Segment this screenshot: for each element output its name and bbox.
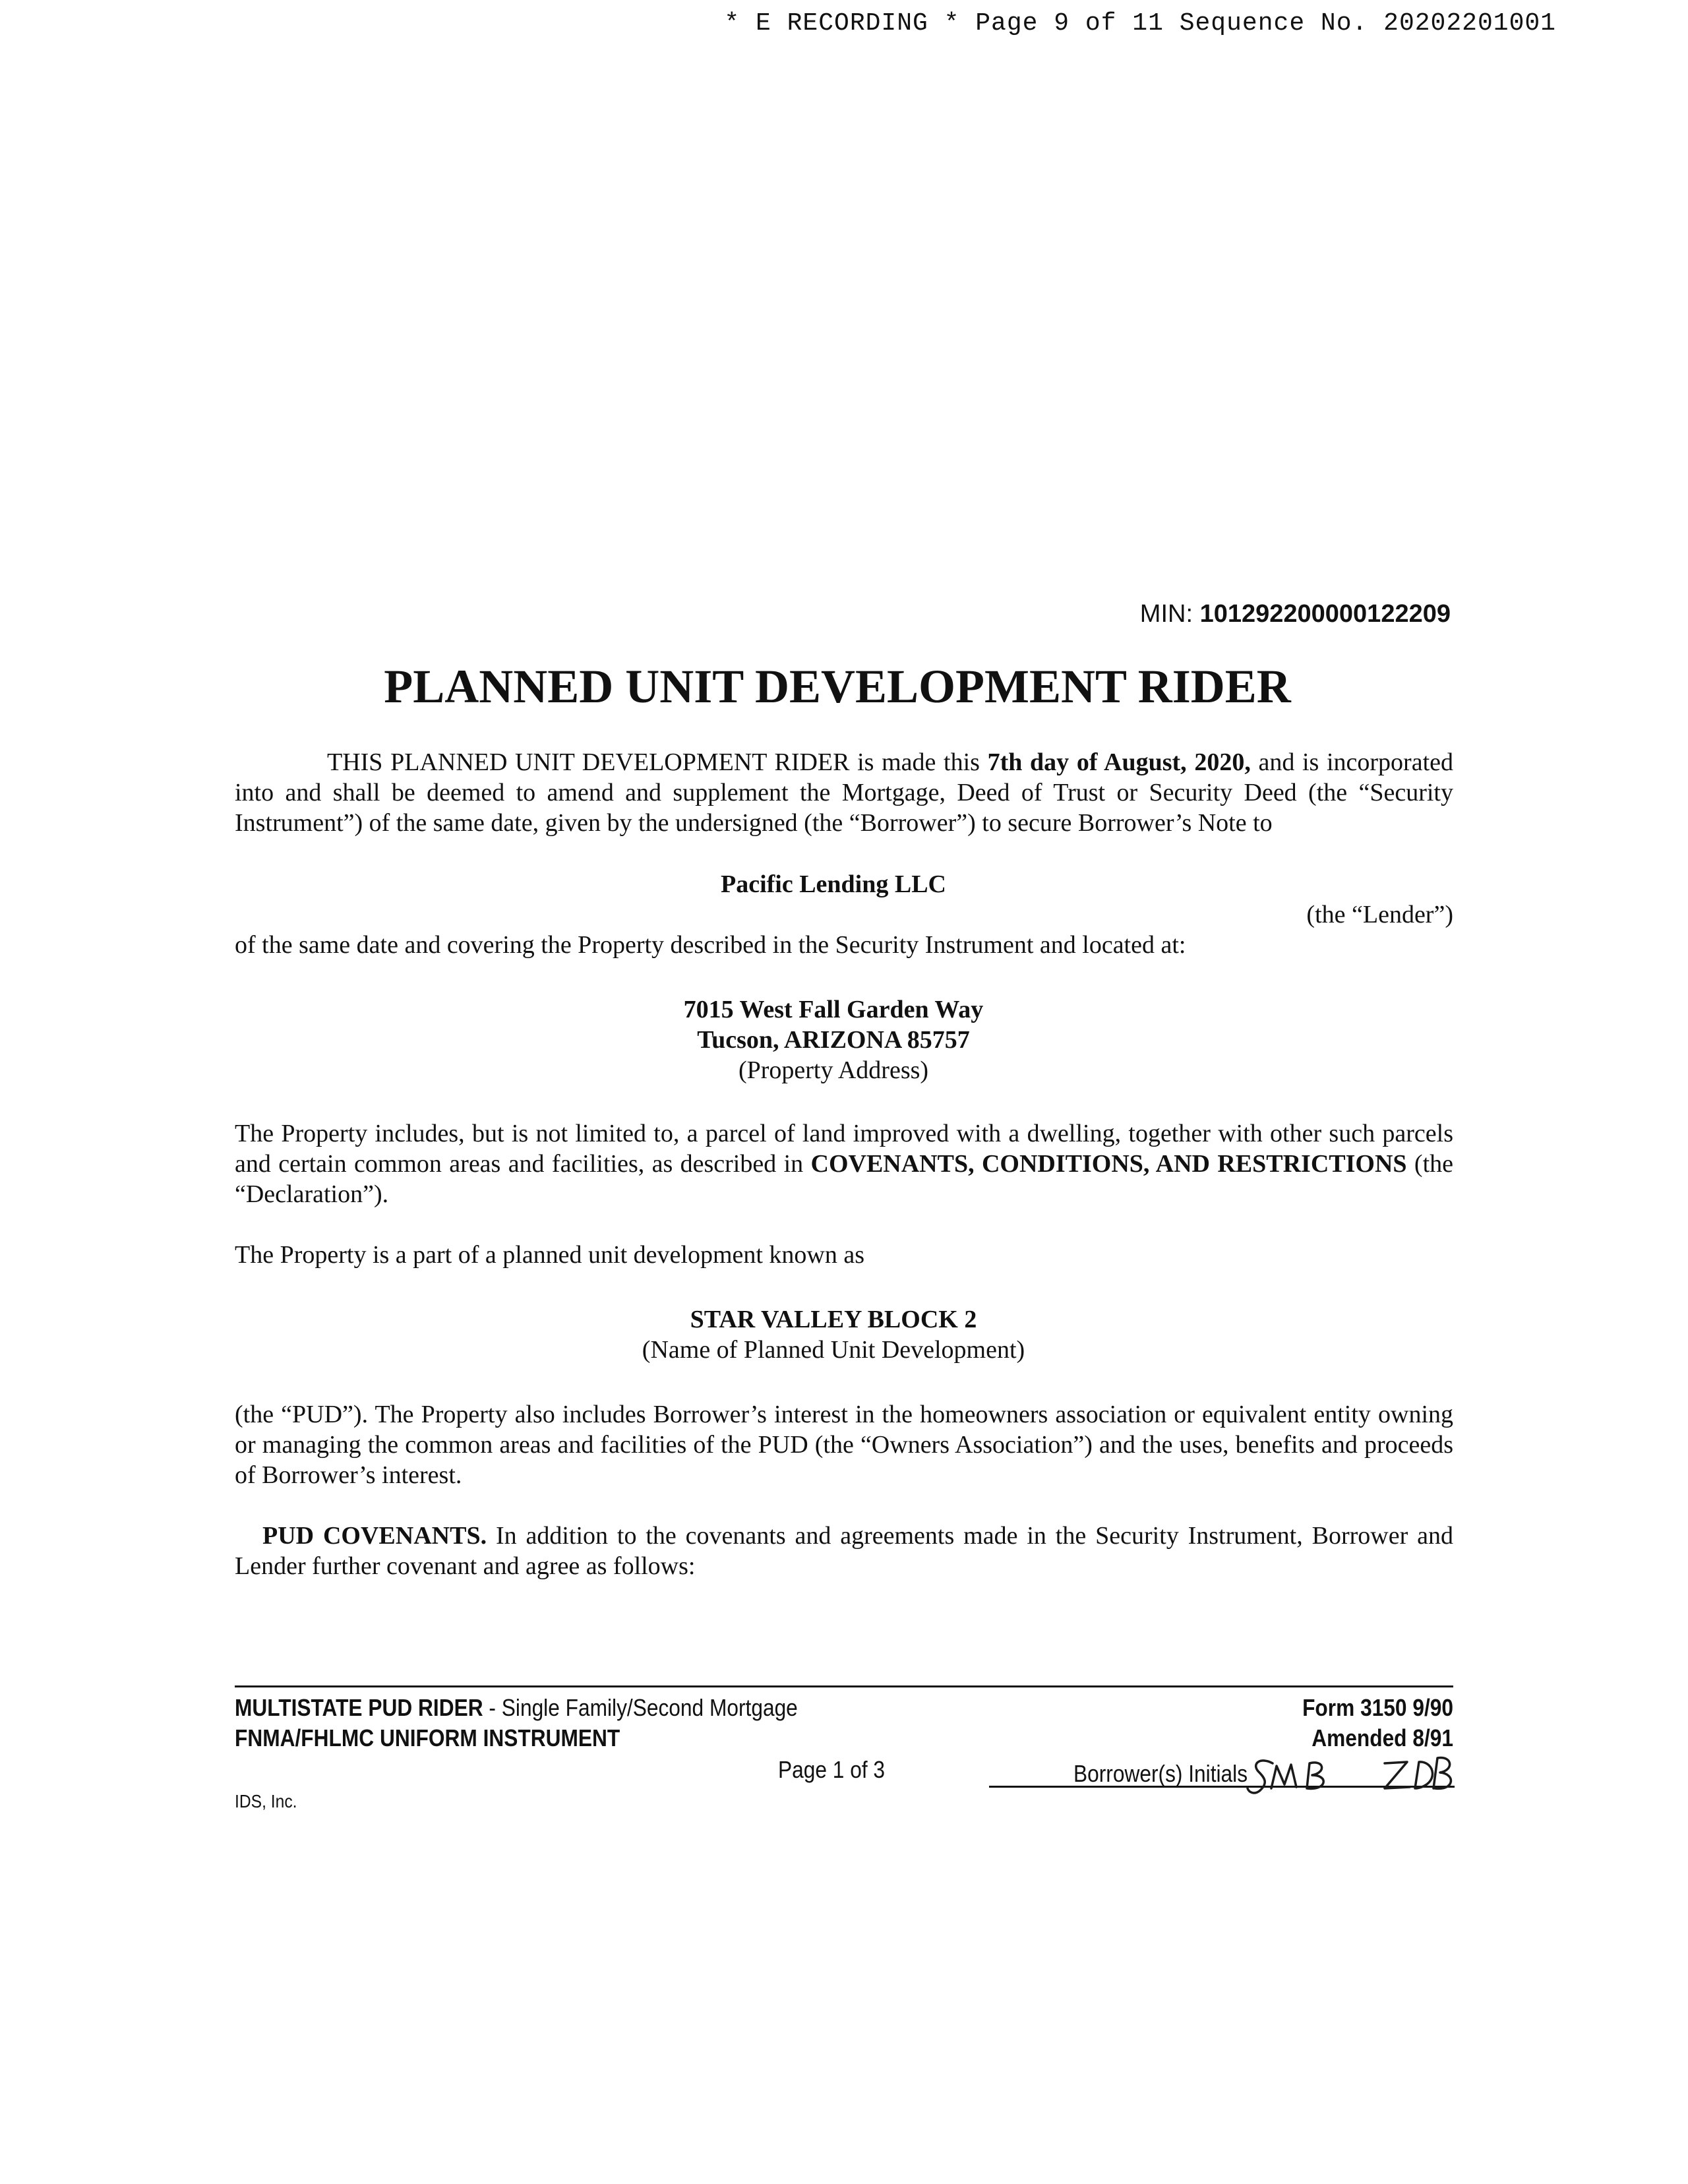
covenants-paragraph [235,1521,1453,1581]
intro-paragraph [235,747,1453,838]
property-address-caption: (Property Address) [738,1056,929,1084]
recording-header: * E RECORDING * Page 9 of 11 Sequence No. 20202201001 [724,9,1556,38]
footer-amended: Amended 8/91 [1311,1724,1453,1751]
pud-name-caption: (Name of Planned Unit Development) [642,1336,1025,1364]
covenants-text: In addition to the covenants and agreements made in the Security Instrument, Borrower and Lender further covenant and agree as follows: [235,1522,1453,1580]
initials-label: Borrower(s) Initials [1073,1760,1248,1787]
min-number [1108,600,1451,628]
footer-form-number: Form 3150 9/90 [1302,1694,1453,1721]
pud-intro: The Property is a part of a planned unit development known as [235,1241,865,1269]
property-address-line2: Tucson, ARIZONA 85757 [697,1026,970,1054]
min-label: MIN: [1139,600,1200,628]
pud-name: STAR VALLEY BLOCK 2 [690,1306,977,1333]
property-includes-text-1: The Property includes, but is not limited to, a parcel of land improved with a dwelling, together with other such parcels and certain common areas and facilities, as described in [235,1120,1453,1178]
page-title: PLANNED UNIT DEVELOPMENT RIDER [384,660,1291,713]
property-intro: of the same date and covering the Property described in the Security Instrument and located at: [235,931,1186,959]
intro-text-1: THIS PLANNED UNIT DEVELOPMENT RIDER is made this [327,748,988,776]
footer-rule [235,1685,1453,1687]
footer-form-title-rest: - Single Family/Second Mortgage [483,1694,798,1721]
min-value: 101292200000122209 [1199,600,1451,628]
borrower-initials-signature [1246,1754,1457,1800]
pud-paragraph: (the “PUD”). The Property also includes Borrower’s interest in the homeowners association or equivalent entity owning or managing the common areas and facilities of the PUD (the “Owners Association”) and the uses, benefits and proceeds of Borrower’s interest. [235,1401,1453,1489]
rider-date: 7th day of August, 2020, [987,748,1251,776]
footer-form-title-bold: MULTISTATE PUD RIDER [235,1694,483,1721]
footer-form-title [235,1693,798,1722]
lender-name: Pacific Lending LLC [720,870,947,898]
footer-page-number: Page 1 of 3 [778,1756,886,1783]
intro-text-2: and is incorporated into and shall be deemed to amend and supplement the Mortgage, Deed of Trust or Security Deed (the “Security Instrument”) of the same date, given by the undersigned (the “Borrower”) to secure Borrower’s Note to [235,748,1454,837]
covenants-heading: PUD COVENANTS. [262,1522,487,1550]
footer-vendor: IDS, Inc. [235,1791,297,1811]
property-address-line1: 7015 West Fall Garden Way [683,996,984,1023]
property-includes-text-2: (the “Declaration”). [235,1150,1453,1208]
footer-instrument: FNMA/FHLMC UNIFORM INSTRUMENT [235,1724,620,1751]
lender-label: (the “Lender”) [1306,901,1453,928]
declaration-name: COVENANTS, CONDITIONS, AND RESTRICTIONS [810,1150,1407,1178]
property-includes-paragraph [235,1118,1453,1209]
